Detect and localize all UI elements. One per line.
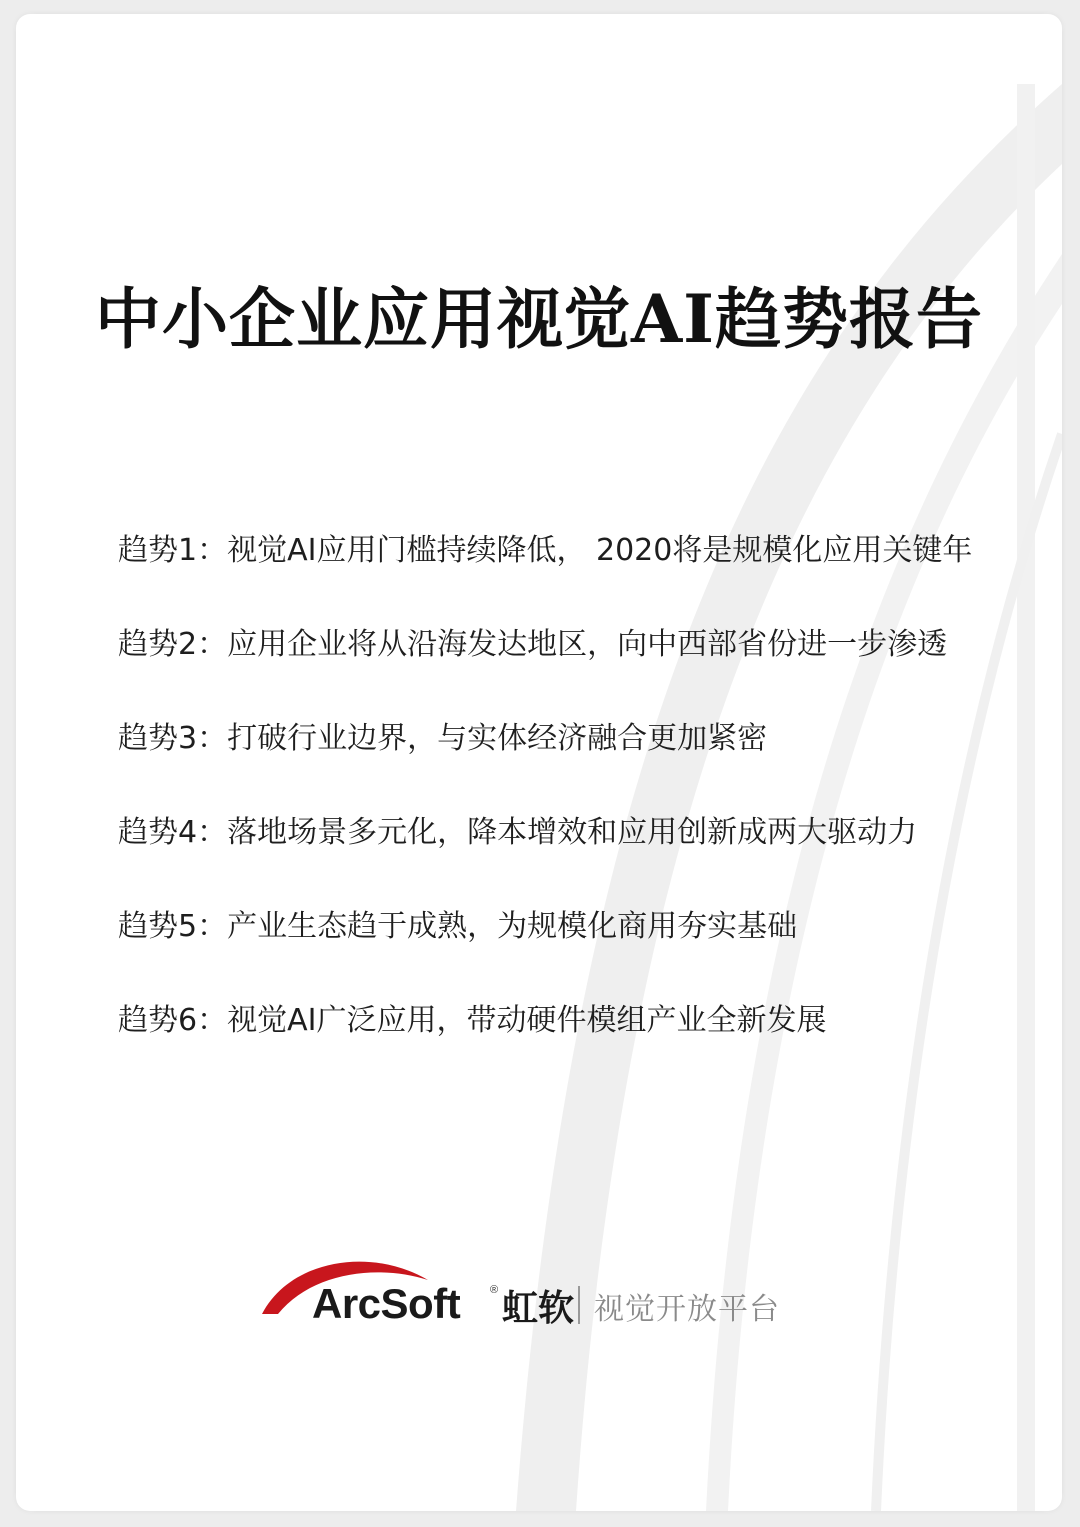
trend-item-5: 趋势5：产业生态趋于成熟，为规模化商用夯实基础 (118, 909, 798, 944)
brand-name: ArcSoft (312, 1280, 461, 1327)
page-title: 中小企业应用视觉AI趋势报告 (94, 280, 984, 358)
brand-name-cn: 虹软 (502, 1288, 575, 1329)
report-cover (16, 14, 1062, 1511)
trend-item-1: 趋势1：视觉AI应用门槛持续降低， 2020将是规模化应用关键年 (118, 533, 973, 568)
brand-divider (578, 1286, 580, 1324)
trend-item-2: 趋势2：应用企业将从沿海发达地区，向中西部省份进一步渗透 (118, 627, 948, 662)
brand-tagline: 视觉开放平台 (594, 1292, 780, 1327)
brand-footer (260, 1246, 820, 1356)
trend-list (118, 526, 1028, 1090)
registered-mark: ® (490, 1284, 499, 1296)
trend-item-4: 趋势4：落地场景多元化，降本增效和应用创新成两大驱动力 (118, 815, 918, 850)
trend-item-6: 趋势6：视觉AI广泛应用，带动硬件模组产业全新发展 (118, 1003, 827, 1038)
trend-item-3: 趋势3：打破行业边界，与实体经济融合更加紧密 (118, 721, 768, 756)
